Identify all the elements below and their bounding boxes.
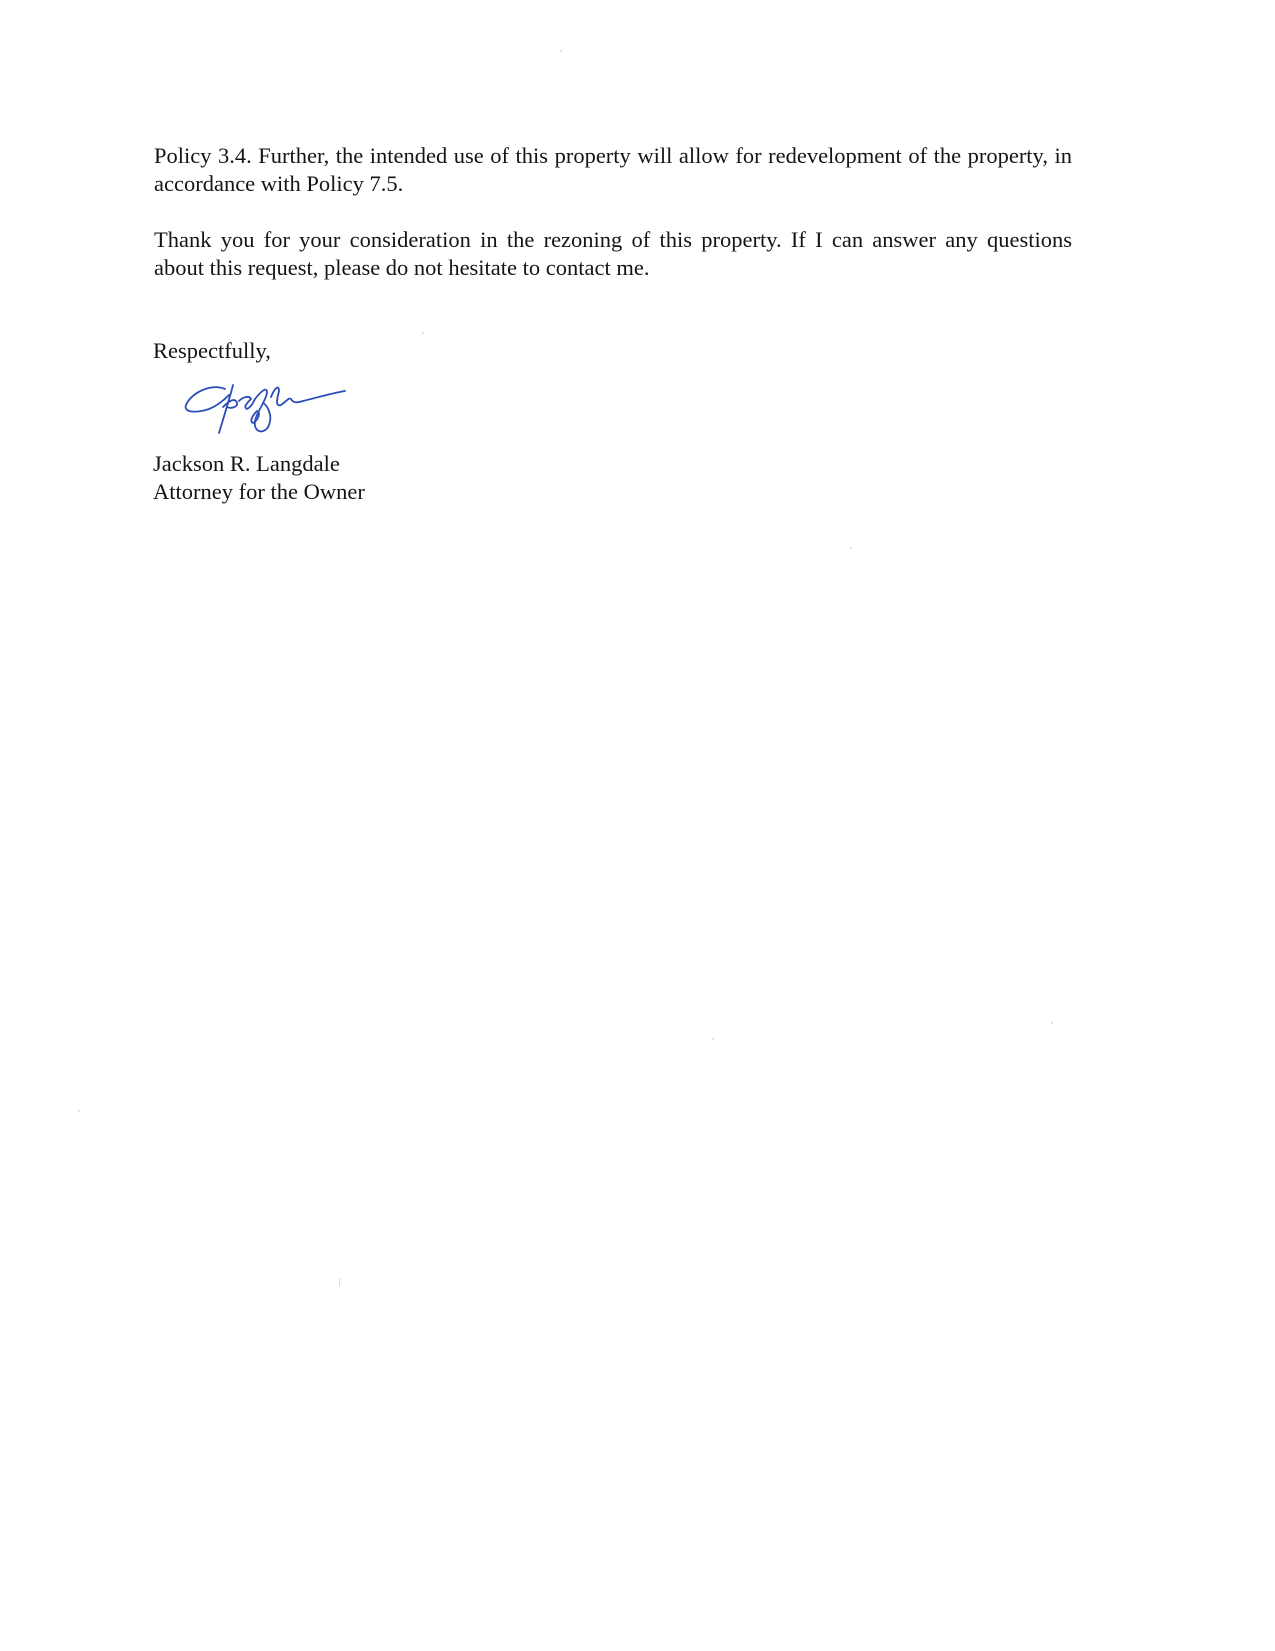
body-paragraph-policy [154, 142, 1072, 198]
scan-speck [850, 547, 852, 549]
signer-block [153, 450, 365, 506]
scan-speck [339, 1278, 340, 1286]
scan-speck [1051, 1022, 1053, 1024]
scan-speck [422, 332, 424, 334]
scan-speck [560, 50, 562, 52]
body-paragraph-thanks [154, 226, 1072, 282]
paragraph-line: Policy 3.4. Further, the intended use of this property will allow for redevelopment of the property, in [154, 143, 1072, 168]
paragraph-line: about this request, please do not hesitate to contact me. [154, 255, 650, 280]
signer-title: Attorney for the Owner [153, 479, 365, 504]
paragraph-line: Thank you for your consideration in the rezoning of this property. If I can answer any questions [154, 227, 1072, 252]
closing-salutation: Respectfully, [153, 338, 271, 363]
signer-name: Jackson R. Langdale [153, 451, 340, 476]
scan-speck [78, 1110, 80, 1112]
handwritten-signature-icon [183, 377, 348, 439]
paragraph-line: accordance with Policy 7.5. [154, 171, 404, 196]
scan-speck [712, 1038, 714, 1040]
